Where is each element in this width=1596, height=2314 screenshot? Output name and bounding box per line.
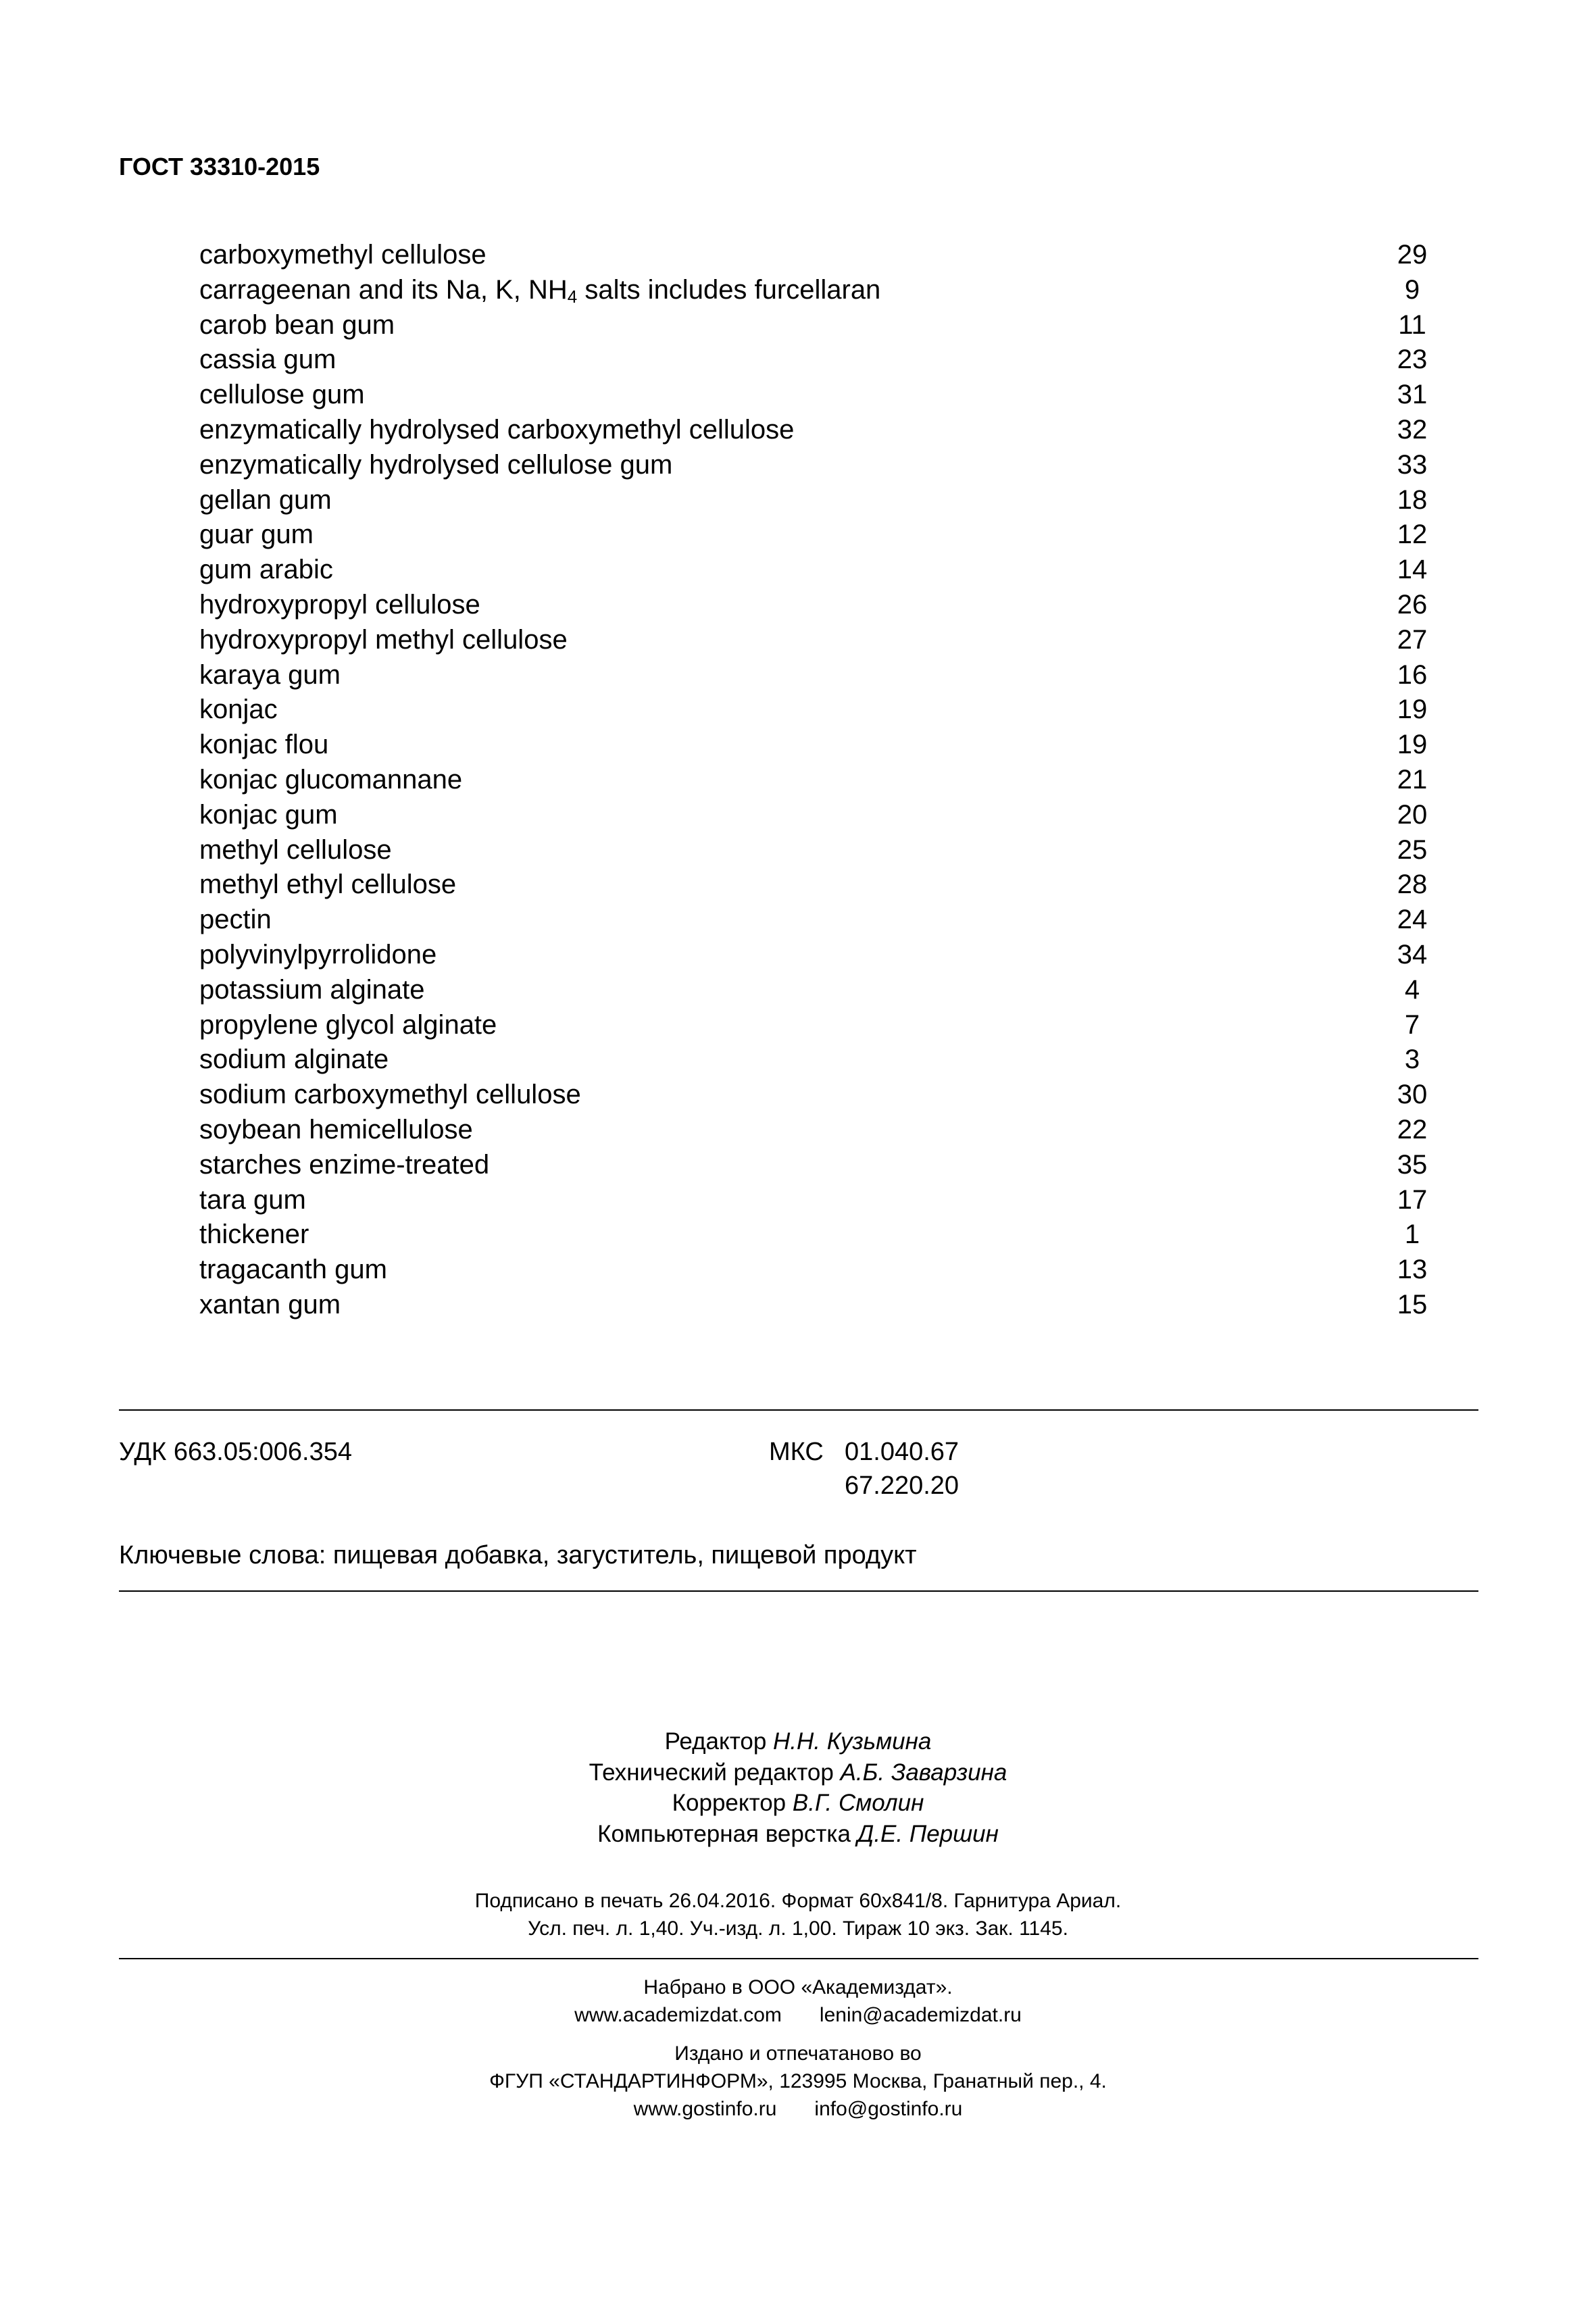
mks-code: 67.220.20 bbox=[845, 1472, 959, 1500]
credit-line bbox=[0, 1788, 1596, 1819]
credits-block bbox=[0, 1726, 1596, 1849]
typeset-site: www.academizdat.com bbox=[574, 2004, 782, 2026]
imprint-line: Подписано в печать 26.04.2016. Формат 60x841/8. Гарнитура Ариал. bbox=[474, 1890, 1122, 1912]
index-term-text: thickener bbox=[199, 1219, 309, 1250]
index-term bbox=[199, 658, 341, 693]
credit-line bbox=[0, 1819, 1596, 1850]
index-number: 30 bbox=[1397, 1080, 1428, 1110]
index-entry bbox=[199, 693, 1439, 728]
index-entry bbox=[199, 448, 1439, 483]
index-entry bbox=[199, 1217, 1439, 1253]
index-term bbox=[199, 378, 365, 413]
index-term bbox=[199, 1253, 387, 1288]
index-term-text: tragacanth gum bbox=[199, 1255, 387, 1285]
credit-person: Н.Н. Кузьмина bbox=[773, 1728, 932, 1755]
index-term bbox=[199, 867, 456, 903]
index-term bbox=[199, 413, 794, 448]
index-term-text: carboxymethyl cellulose bbox=[199, 240, 487, 270]
index-term-text: enzymatically hydrolysed carboxymethyl cellulose bbox=[199, 414, 795, 445]
divider-bottom bbox=[119, 1958, 1478, 1959]
credit-person: А.Б. Заварзина bbox=[840, 1759, 1007, 1786]
index-entry bbox=[199, 238, 1439, 273]
index-number: 20 bbox=[1397, 799, 1428, 830]
printer-email: info@gostinfo.ru bbox=[814, 2098, 963, 2120]
index-number: 11 bbox=[1398, 309, 1426, 340]
index-term-text: cassia gum bbox=[199, 345, 336, 375]
index-term-text: gellan gum bbox=[199, 484, 332, 515]
index-number: 9 bbox=[1404, 274, 1420, 305]
index-number: 19 bbox=[1397, 730, 1428, 760]
index-term-text: hydroxypropyl cellulose bbox=[199, 589, 480, 620]
index-entry bbox=[199, 833, 1439, 868]
index-term bbox=[199, 448, 672, 483]
index-term bbox=[199, 903, 272, 938]
index-number: 27 bbox=[1397, 624, 1428, 655]
index-term bbox=[199, 518, 314, 553]
index-entry bbox=[199, 938, 1439, 973]
printer-site: www.gostinfo.ru bbox=[633, 2098, 777, 2120]
index-number: 12 bbox=[1397, 520, 1428, 550]
index-number: 13 bbox=[1397, 1255, 1428, 1285]
index-term-text: gum arabic bbox=[199, 555, 333, 585]
index-term-text: propylene glycol alginate bbox=[199, 1009, 497, 1040]
index-entry bbox=[199, 1253, 1439, 1288]
index-entry bbox=[199, 1078, 1439, 1113]
index-entry bbox=[199, 623, 1439, 658]
index-term-text: xantan gum bbox=[199, 1289, 341, 1319]
index-term-text: carrageenan and its Na, K, NH bbox=[199, 274, 568, 305]
index-term-text: karaya gum bbox=[199, 659, 341, 690]
index-entry bbox=[199, 1113, 1439, 1148]
credit-role: Редактор bbox=[664, 1728, 767, 1755]
index-entry bbox=[199, 973, 1439, 1008]
index-number: 34 bbox=[1397, 939, 1428, 970]
credit-role: Корректор bbox=[672, 1790, 787, 1816]
divider-middle bbox=[119, 1590, 1478, 1592]
index-number: 16 bbox=[1397, 659, 1428, 690]
index-entry bbox=[199, 728, 1439, 763]
index-term-text: tara gum bbox=[199, 1184, 306, 1215]
index-term bbox=[199, 273, 880, 308]
index-term bbox=[199, 728, 328, 763]
credit-person: Д.Е. Першин bbox=[857, 1820, 999, 1847]
index-number: 32 bbox=[1397, 414, 1428, 445]
index-term-text: carob bean gum bbox=[199, 309, 395, 340]
index-term bbox=[199, 1288, 341, 1323]
index-entry bbox=[199, 343, 1439, 378]
typeset-email: lenin@academizdat.ru bbox=[819, 2004, 1022, 2026]
credit-line bbox=[0, 1726, 1596, 1757]
index-number: 25 bbox=[1397, 834, 1428, 865]
index-term-text: konjac flou bbox=[199, 730, 329, 760]
imprint-line: Усл. печ. л. 1,40. Уч.-изд. л. 1,00. Тираж 10 экз. Зак. 1145. bbox=[528, 1917, 1068, 1940]
index-term-text: sodium alginate bbox=[199, 1045, 389, 1075]
index-entry bbox=[199, 1148, 1439, 1183]
index-number: 28 bbox=[1397, 870, 1428, 900]
index-term bbox=[199, 833, 392, 868]
index-number: 1 bbox=[1404, 1219, 1420, 1250]
index-term-text: methyl cellulose bbox=[199, 834, 392, 865]
index-term-text: konjac glucomannane bbox=[199, 764, 463, 795]
mks-code: 01.040.67 bbox=[845, 1438, 959, 1466]
index-entry bbox=[199, 763, 1439, 798]
index-entry bbox=[199, 378, 1439, 413]
index-number: 4 bbox=[1404, 974, 1420, 1005]
index-number: 35 bbox=[1397, 1149, 1428, 1180]
index-term-text: cellulose gum bbox=[199, 380, 365, 410]
index-term-text: konjac gum bbox=[199, 799, 338, 830]
imprint-block bbox=[0, 1887, 1596, 1942]
credit-line bbox=[0, 1757, 1596, 1788]
index-term bbox=[199, 1217, 309, 1253]
index-number: 29 bbox=[1397, 240, 1428, 270]
index-term-text: konjac bbox=[199, 695, 278, 725]
index-number: 24 bbox=[1397, 905, 1428, 935]
document-number: ГОСТ 33310-2015 bbox=[119, 153, 320, 180]
printer-address: ФГУП «СТАНДАРТИНФОРМ», 123995 Москва, Гранатный пер., 4. bbox=[489, 2070, 1107, 2092]
index-number: 19 bbox=[1397, 695, 1428, 725]
index-term bbox=[199, 1078, 581, 1113]
index-number: 21 bbox=[1397, 764, 1428, 795]
index-term-text: enzymatically hydrolysed cellulose gum bbox=[199, 449, 673, 480]
index-entry bbox=[199, 413, 1439, 448]
index-term bbox=[199, 343, 336, 378]
index-entry bbox=[199, 798, 1439, 833]
index-term-text: hydroxypropyl methyl cellulose bbox=[199, 624, 568, 655]
printed-by: Издано и отпечатановo во bbox=[674, 2042, 922, 2065]
index-term bbox=[199, 1008, 497, 1043]
typeset-contacts bbox=[0, 2001, 1596, 2029]
index-term-text: soybean hemicellulose bbox=[199, 1114, 473, 1145]
index-number: 15 bbox=[1397, 1289, 1428, 1319]
index-entry bbox=[199, 1183, 1439, 1218]
keywords: Ключевые слова: пищевая добавка, загуститель, пищевой продукт bbox=[119, 1541, 917, 1569]
index-number: 14 bbox=[1397, 555, 1428, 585]
index-term-text: methyl ethyl cellulose bbox=[199, 870, 457, 900]
index-number: 7 bbox=[1404, 1009, 1420, 1040]
publisher-block bbox=[0, 1973, 1596, 2123]
index-term-text: sodium carboxymethyl cellulose bbox=[199, 1080, 581, 1110]
printer-contacts bbox=[0, 2095, 1596, 2123]
credit-person: В.Г. Смолин bbox=[792, 1790, 924, 1816]
index-term bbox=[199, 938, 437, 973]
index-number: 18 bbox=[1397, 484, 1428, 515]
index-entry bbox=[199, 658, 1439, 693]
index-term-text: guar gum bbox=[199, 520, 314, 550]
index-entry bbox=[199, 588, 1439, 623]
index-list bbox=[199, 238, 1439, 1323]
index-entry bbox=[199, 1288, 1439, 1323]
index-number: 22 bbox=[1397, 1114, 1428, 1145]
index-term-text: polyvinylpyrrolidone bbox=[199, 939, 437, 970]
index-number: 31 bbox=[1397, 380, 1428, 410]
index-term bbox=[199, 798, 338, 833]
index-number: 3 bbox=[1404, 1045, 1420, 1075]
index-term-text: salts includes furcellaran bbox=[577, 274, 881, 305]
typeset-by: Набрано в ООО «Академиздат». bbox=[643, 1976, 953, 1998]
index-term bbox=[199, 1042, 389, 1078]
index-term bbox=[199, 693, 278, 728]
index-term bbox=[199, 1113, 473, 1148]
index-entry bbox=[199, 518, 1439, 553]
index-term bbox=[199, 973, 425, 1008]
index-term bbox=[199, 553, 333, 588]
index-number: 33 bbox=[1397, 449, 1428, 480]
mks-label: МКС bbox=[769, 1438, 824, 1466]
index-entry bbox=[199, 867, 1439, 903]
credit-role: Компьютерная верстка bbox=[597, 1820, 851, 1847]
index-term bbox=[199, 588, 480, 623]
udc-code: УДК 663.05:006.354 bbox=[119, 1438, 353, 1466]
divider-top bbox=[119, 1409, 1478, 1411]
credit-role: Технический редактор bbox=[589, 1759, 834, 1786]
index-term bbox=[199, 1183, 306, 1218]
index-term-text: starches enzime-treated bbox=[199, 1149, 490, 1180]
index-term-text: potassium alginate bbox=[199, 974, 425, 1005]
index-term bbox=[199, 308, 395, 343]
index-entry bbox=[199, 483, 1439, 518]
index-term bbox=[199, 238, 487, 273]
mks-codes bbox=[845, 1435, 959, 1503]
index-entry bbox=[199, 1008, 1439, 1043]
index-term bbox=[199, 483, 332, 518]
index-term bbox=[199, 1148, 489, 1183]
index-number: 17 bbox=[1397, 1184, 1428, 1215]
index-entry bbox=[199, 1042, 1439, 1078]
index-number: 23 bbox=[1397, 345, 1428, 375]
index-entry bbox=[199, 308, 1439, 343]
index-term-text: pectin bbox=[199, 905, 272, 935]
index-entry bbox=[199, 903, 1439, 938]
index-term-subscript: 4 bbox=[567, 286, 578, 307]
index-entry bbox=[199, 273, 1439, 308]
index-number: 26 bbox=[1397, 589, 1428, 620]
index-term bbox=[199, 623, 568, 658]
index-entry bbox=[199, 553, 1439, 588]
index-term bbox=[199, 763, 462, 798]
